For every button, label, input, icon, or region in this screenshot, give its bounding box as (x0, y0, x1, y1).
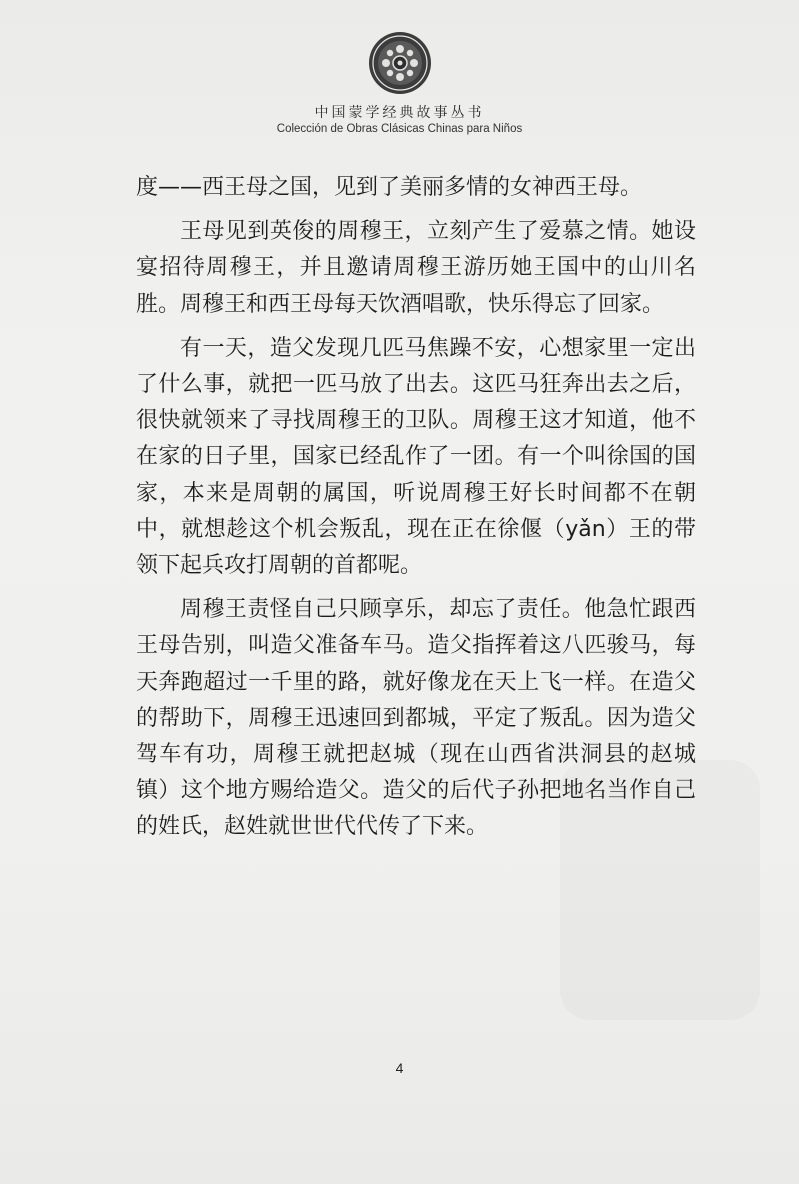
page-header (0, 30, 799, 135)
paragraph: 有一天，造父发现几匹马焦躁不安，心想家里一定出了什么事，就把一匹马放了出去。这匹马狂奔出去之后，很快就领来了寻找周穆王的卫队。周穆王这才知道，他不在家的日子里，国家已经乱作了一团。有一个叫徐国的国家，本来是周朝的属国，听说周穆王好长时间都不在朝中，就想趁这个机会叛乱，现在正在徐偃（yǎn）王的带领下起兵攻打周朝的首都呢。 (136, 335, 696, 579)
paragraph: 王母见到英俊的周穆王，立刻产生了爱慕之情。她设宴招待周穆王，并且邀请周穆王游历她王国中的山川名胜。周穆王和西王母每天饮酒唱歌，快乐得忘了回家。 (136, 219, 696, 317)
series-subtitle: Colección de Obras Clásicas Chinas para Niños (276, 123, 523, 135)
seal-emblem-icon (367, 30, 433, 96)
page-number: 4 (395, 1060, 404, 1076)
story-text (136, 170, 696, 854)
series-title: 中国蒙学经典故事丛书 (314, 105, 485, 121)
paragraph-continued: 度——西王母之国，见到了美丽多情的女神西王母。 (136, 175, 643, 200)
paragraph: 周穆王责怪自己只顾享乐，却忘了责任。他急忙跟西王母告别，叫造父准备车马。造父指挥着这八匹骏马，每天奔跑超过一千里的路，就好像龙在天上飞一样。在造父的帮助下，周穆王迅速回到都城，平定了叛乱。因为造父驾车有功，周穆王就把赵城（现在山西省洪洞县的赵城镇）这个地方赐给造父。造父的后代子孙把地名当作自己的姓氏，赵姓就世世代代传了下来。 (136, 597, 696, 840)
